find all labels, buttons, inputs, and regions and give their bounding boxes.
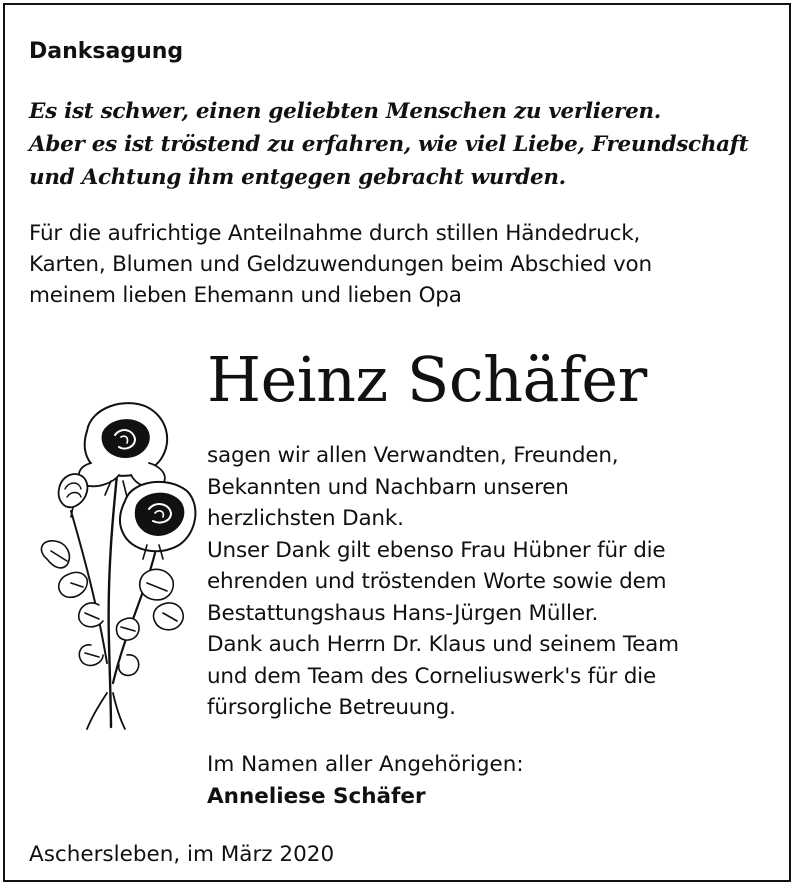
thanks-line: herzlichsten Dank. [207,506,404,531]
thanks-line: sagen wir allen Verwandten, Freunden, [207,443,619,468]
deceased-name: Heinz Schäfer [207,343,647,416]
thanks-line: Unser Dank gilt ebenso Frau Hübner für die [207,537,666,563]
on-behalf-text: Im Namen aller Angehörigen: [207,752,524,777]
thanks-line: Bekannten und Nachbarn unseren [207,474,569,500]
intro-line: meinem lieben Ehemann und lieben Opa [29,283,462,308]
verse-line: Aber es ist tröstend zu erfahren, wie viel Liebe, Freundschaft [29,132,749,157]
thanks-line: und dem Team des Corneliuswerk's für die [207,663,656,689]
intro-line: Für die aufrichtige Anteilnahme durch stillen Händedruck, [29,221,641,246]
verse-line: Es ist schwer, einen geliebten Menschen zu verlieren. [29,99,661,124]
verse-line: und Achtung ihm entgegen gebracht wurden. [29,165,566,190]
place-date: Aschersleben, im März 2020 [29,842,335,867]
condolence-verse [29,95,789,194]
thanks-paragraph [207,440,787,724]
signoff-block [207,749,524,813]
thanks-line: Dank auch Herrn Dr. Klaus und seinem Team [207,632,679,657]
intro-paragraph [29,218,789,311]
signer-name: Anneliese Schäfer [207,784,426,809]
intro-line: Karten, Blumen und Geldzuwendungen beim Abschied von [29,252,652,277]
thanks-line: ehrenden und tröstenden Worte sowie dem [207,569,667,594]
rose-illustration-icon [27,393,199,733]
thanks-line: Bestattungshaus Hans-Jürgen Müller. [207,600,599,626]
notice-heading: Danksagung [29,39,184,64]
obituary-notice [3,3,791,882]
thanks-line: fürsorgliche Betreuung. [207,695,456,720]
